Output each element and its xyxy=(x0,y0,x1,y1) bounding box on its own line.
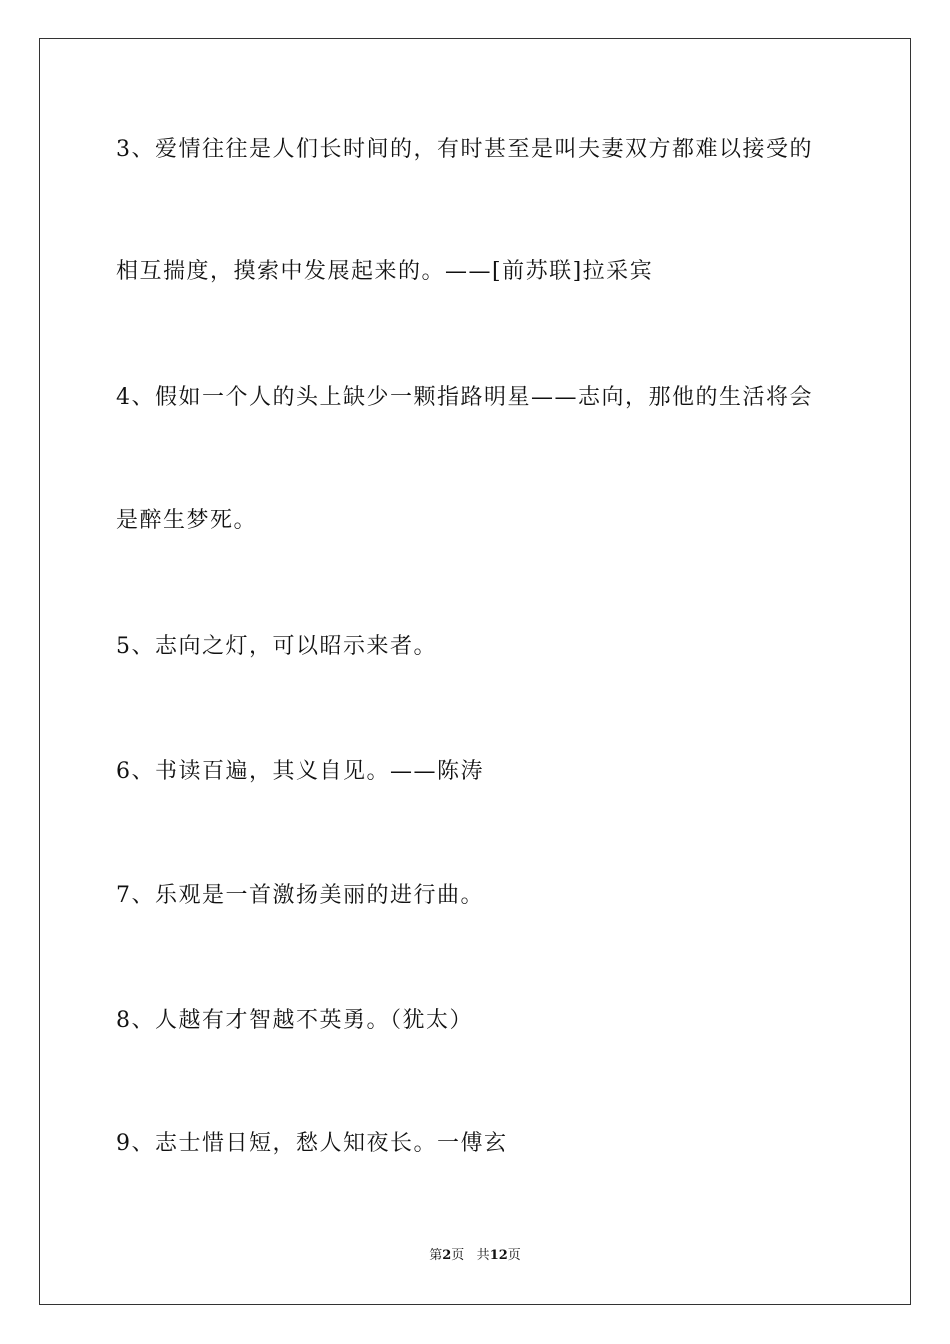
footer-page-number: 2 xyxy=(442,1248,452,1263)
text-line-3: 4、假如一个人的头上缺少一颗指路明星——志向，那他的生活将会 xyxy=(116,385,813,410)
footer-total-pages: 12 xyxy=(489,1248,508,1263)
footer-total-suffix: 页 xyxy=(507,1248,521,1263)
page-border xyxy=(39,38,911,1305)
footer-page-prefix: 第 xyxy=(429,1248,443,1263)
text-line-4: 是醉生梦死。 xyxy=(116,508,258,533)
page-footer xyxy=(0,1246,950,1266)
text-line-9: 9、志士惜日短，愁人知夜长。一傅玄 xyxy=(116,1131,508,1156)
text-line-7: 7、乐观是一首激扬美丽的进行曲。 xyxy=(116,883,484,908)
text-line-1: 3、爱情往往是人们长时间的，有时甚至是叫夫妻双方都难以接受的 xyxy=(116,137,813,162)
text-line-5: 5、志向之灯，可以昭示来者。 xyxy=(116,634,437,659)
text-line-6: 6、书读百遍，其义自见。——陈涛 xyxy=(116,759,484,784)
footer-total-prefix: 共 xyxy=(476,1248,490,1263)
text-line-8: 8、人越有才智越不英勇。（犹太） xyxy=(116,1008,473,1033)
text-line-2: 相互揣度，摸索中发展起来的。——[前苏联]拉采宾 xyxy=(116,259,654,284)
footer-page-suffix: 页 xyxy=(451,1248,465,1263)
